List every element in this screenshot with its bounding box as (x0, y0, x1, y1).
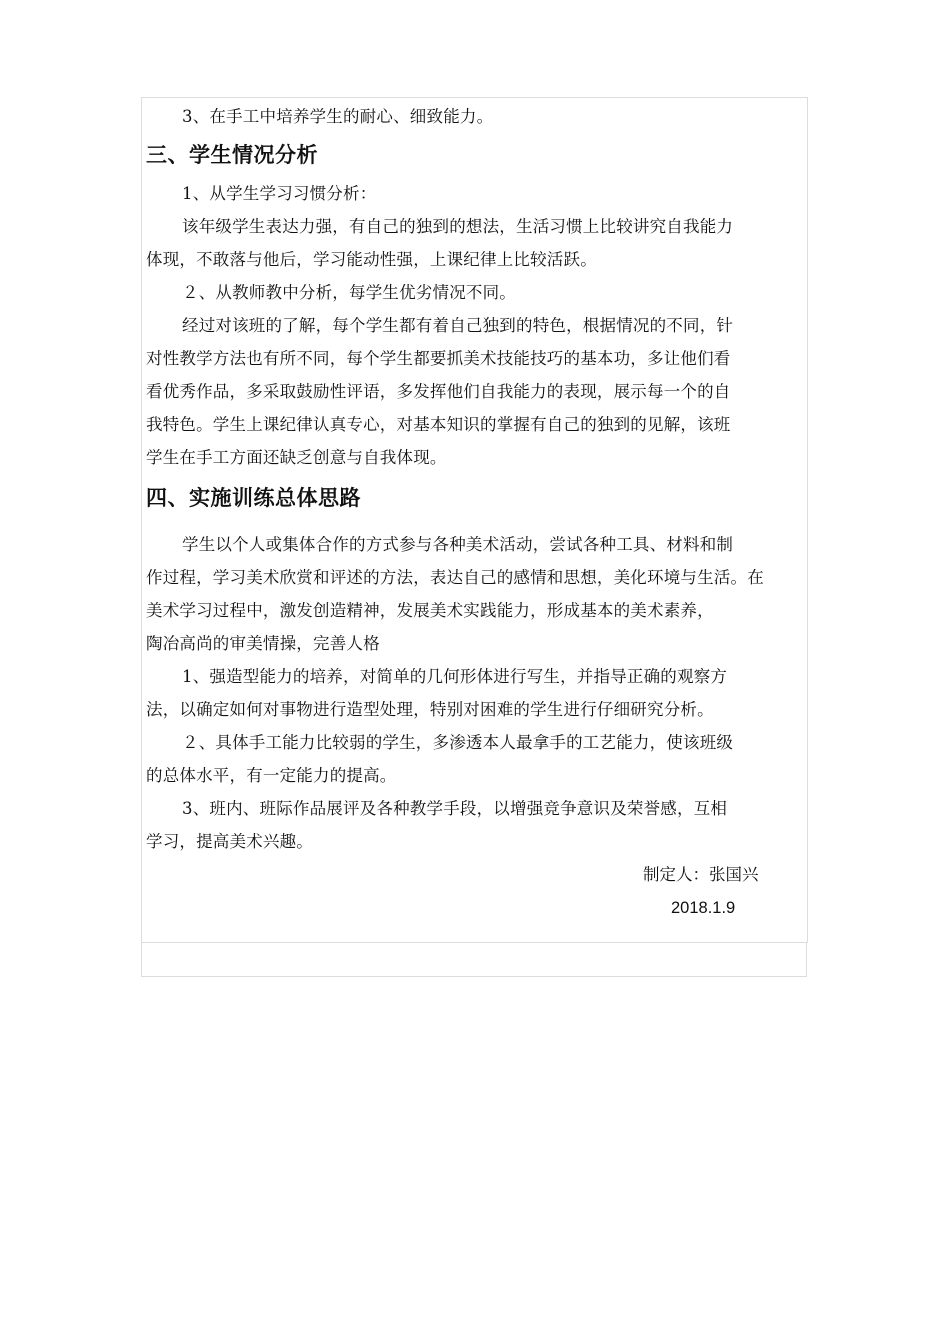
paragraph-line: 学习，提高美术兴趣。 (146, 832, 313, 851)
paragraph-line: 体现，不敢落与他后，学习能动性强，上课纪律上比较活跃。 (146, 250, 597, 269)
section-3-sub-2: ２、从教师教中分析，每学生优劣情况不同。 (182, 283, 516, 302)
paragraph-line: 美术学习过程中，激发创造精神，发展美术实践能力，形成基本的美术素养， (146, 601, 714, 620)
paragraph-line: 1、强造型能力的培养，对简单的几何形体进行写生，并指导正确的观察方 (182, 667, 728, 686)
document-body (146, 100, 812, 926)
section-4-intro (146, 528, 812, 660)
paragraph-line: 法，以确定如何对事物进行造型处理，特别对困难的学生进行仔细研究分析。 (146, 700, 714, 719)
section-4-item-1 (146, 660, 812, 726)
paragraph-line: 对性教学方法也有所不同，每个学生都要抓美术技能技巧的基本功，多让他们看 (146, 349, 731, 368)
paragraph-line: 的总体水平，有一定能力的提高。 (146, 766, 397, 785)
paragraph-line: 陶冶高尚的审美情操，完善人格 (146, 634, 380, 653)
section-4-heading: 四、实施训练总体思路 (146, 486, 361, 510)
empty-table-row (141, 943, 807, 977)
signature-date: 2018.1.9 (671, 899, 736, 917)
paragraph-line: 作过程，学习美术欣赏和评述的方法，表达自己的感情和思想，美化环境与生活。在 (146, 568, 764, 587)
section-4-item-2 (146, 726, 812, 792)
paragraph-line: 经过对该班的了解，每个学生都有着自己独到的特色，根据情况的不同，针 (182, 316, 734, 335)
section-3-para-1 (146, 210, 812, 276)
section-4-item-3 (146, 792, 812, 858)
section-3-heading: 三、学生情况分析 (146, 143, 318, 167)
section-3-para-2 (146, 309, 812, 474)
signature-author: 制定人：张国兴 (643, 865, 759, 884)
prev-item-3: 3、在手工中培养学生的耐心、细致能力。 (182, 107, 494, 126)
paragraph-line: 该年级学生表达力强，有自己的独到的想法，生活习惯上比较讲究自我能力 (182, 217, 734, 236)
paragraph-line: 看优秀作品，多采取鼓励性评语，多发挥他们自我能力的表现，展示每一个的自 (146, 382, 731, 401)
section-3-sub-1: 1、从学生学习习惯分析： (182, 184, 377, 203)
paragraph-line: 学生以个人或集体合作的方式参与各种美术活动，尝试各种工具、材料和制 (182, 535, 734, 554)
paragraph-line: 我特色。学生上课纪律认真专心，对基本知识的掌握有自己的独到的见解，该班 (146, 415, 731, 434)
paragraph-line: 学生在手工方面还缺乏创意与自我体现。 (146, 448, 447, 467)
paragraph-line: 3、班内、班际作品展评及各种教学手段，以增强竞争意识及荣誉感，互相 (182, 799, 728, 818)
paragraph-line: ２、具体手工能力比较弱的学生，多渗透本人最拿手的工艺能力，使该班级 (182, 733, 734, 752)
